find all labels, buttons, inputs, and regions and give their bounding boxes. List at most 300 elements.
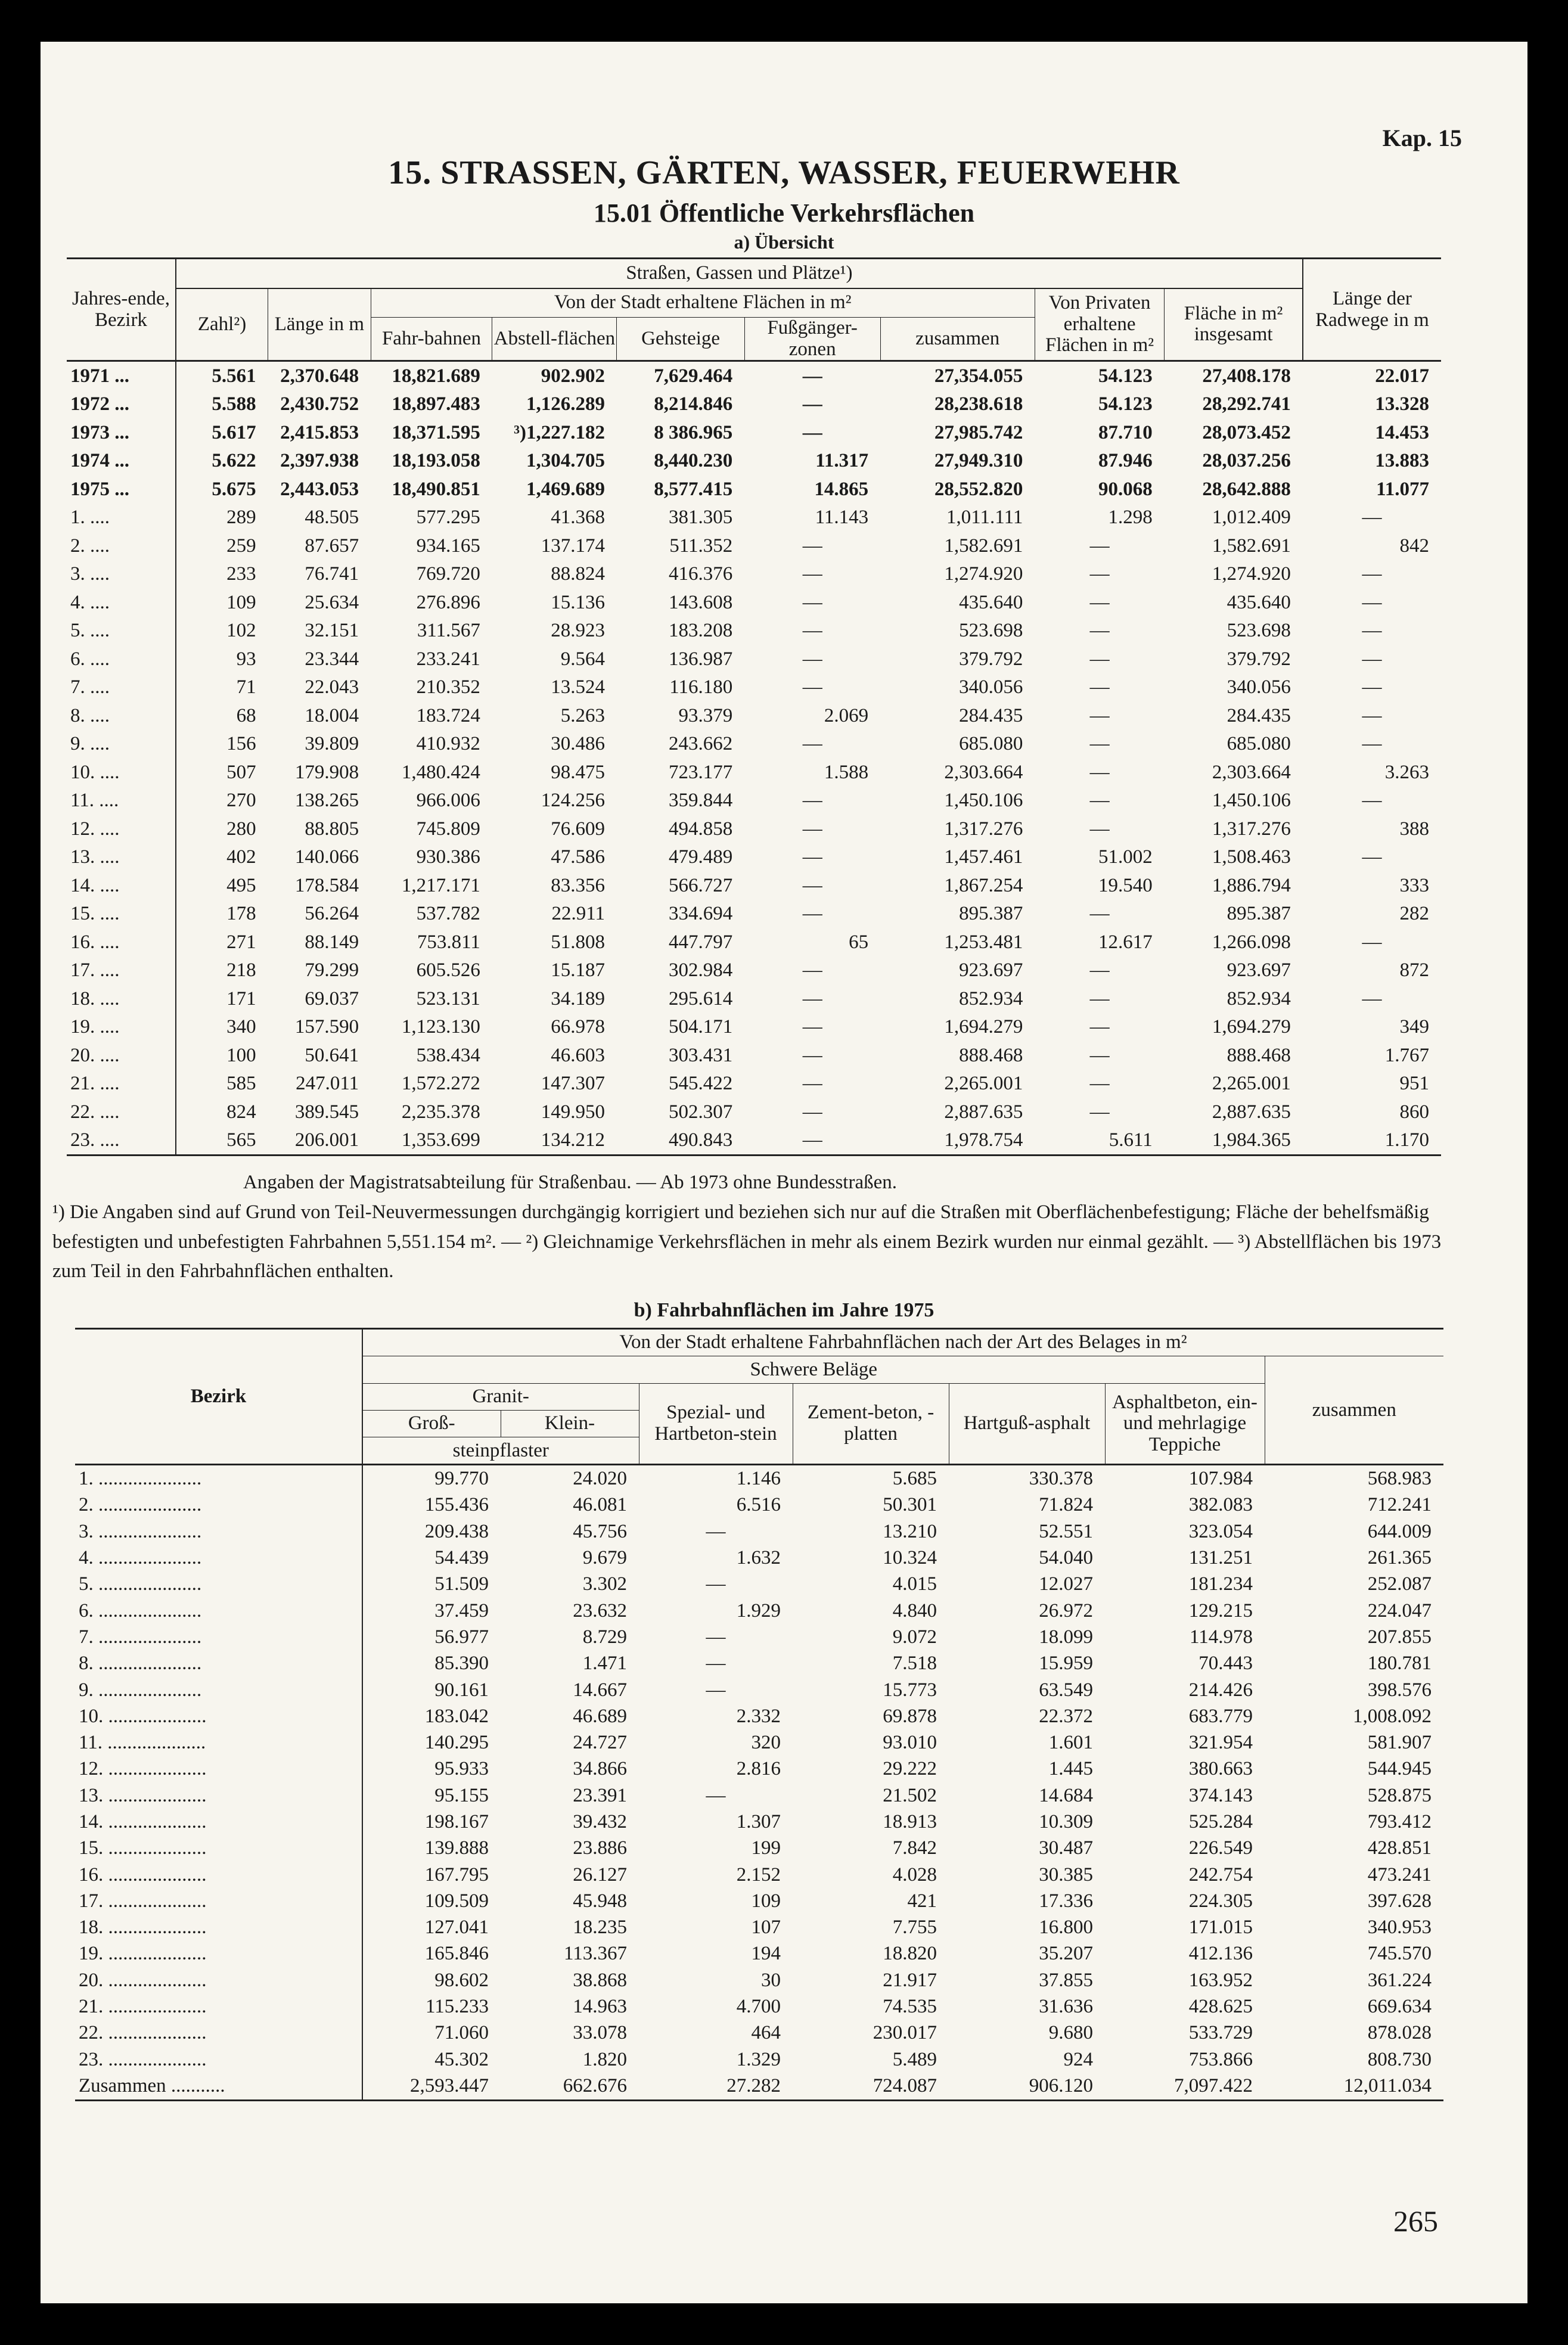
table-row: [67, 617, 1441, 645]
table-cell: 28,238.618: [934, 393, 1023, 415]
table-cell: 644.009: [1367, 1520, 1432, 1542]
table-cell: —: [802, 591, 822, 613]
header-cell: Klein-: [501, 1410, 639, 1437]
table-cell: 934.165: [416, 535, 480, 557]
table-cell: 37.855: [1039, 1969, 1093, 1991]
table-cell: 544.945: [1367, 1758, 1432, 1780]
header-cell: Abstell-flächen: [492, 318, 617, 361]
source-note: Angaben der Magistratsabteilung für Straßenbau. — Ab 1973 ohne Bundesstraßen.: [243, 1172, 898, 1193]
table-cell: —: [1089, 761, 1110, 783]
table-cell: 56.264: [305, 903, 359, 924]
table-cell: 138.265: [294, 790, 359, 811]
table-cell: 321.954: [1188, 1732, 1253, 1754]
table-cell: 428.851: [1367, 1837, 1432, 1859]
row-label: 1. ....: [67, 504, 176, 532]
table-cell: 5.617: [212, 421, 256, 443]
table-cell: 14.684: [1039, 1784, 1093, 1806]
table-cell: 22.043: [305, 676, 359, 698]
header-cell: Gehsteige: [617, 318, 744, 361]
table-row: [67, 1013, 1441, 1042]
table-cell: —: [1089, 1073, 1110, 1094]
table-cell: 2.152: [736, 1863, 781, 1886]
table-row: [75, 1465, 1443, 1492]
row-label: 5. ....: [67, 617, 176, 645]
row-label: Zusammen ...........: [75, 2073, 362, 2100]
table-cell: 402: [226, 846, 256, 868]
table-cell: 1,274.920: [944, 563, 1023, 585]
table-cell: 143.608: [669, 591, 733, 613]
table-cell: 1,582.691: [944, 535, 1023, 557]
table-cell: 218: [226, 959, 256, 981]
table-cell: 54.040: [1039, 1547, 1093, 1569]
table-cell: 45.302: [434, 2048, 489, 2070]
table-cell: 247.011: [296, 1073, 359, 1094]
table-cell: 330.378: [1029, 1468, 1093, 1490]
table-cell: 18.913: [883, 1810, 937, 1832]
table-cell: 18,371.595: [392, 421, 480, 443]
row-label: 12. ....: [67, 815, 176, 843]
row-label: 10. ....................: [75, 1703, 362, 1729]
table-cell: 7.755: [892, 1917, 937, 1939]
table-cell: 71.824: [1039, 1494, 1093, 1516]
table-cell: —: [1089, 704, 1110, 726]
table-cell: 7.842: [892, 1837, 937, 1859]
table-cell: 9.072: [892, 1626, 937, 1648]
header-cell: zusammen: [915, 327, 1000, 349]
table-cell: 1.146: [736, 1468, 781, 1490]
table-cell: 479.489: [669, 846, 733, 868]
table-cell: 1,450.106: [1212, 790, 1291, 811]
table-cell: 39.809: [305, 733, 359, 754]
table-cell: 872: [1399, 959, 1429, 981]
header-cell: Groß-: [362, 1410, 501, 1437]
table-cell: —: [706, 1653, 726, 1675]
table-cell: 421: [907, 1890, 937, 1912]
table-cell: 252.087: [1367, 1573, 1432, 1595]
table-cell: 10.324: [883, 1547, 937, 1569]
table-cell: 19.540: [1098, 874, 1153, 896]
table-cell: 149.950: [541, 1101, 605, 1123]
table-row: [67, 730, 1441, 759]
table-cell: 18.004: [305, 704, 359, 726]
table-cell: 46.689: [573, 1705, 627, 1727]
table-cell: 966.006: [416, 790, 480, 811]
table-cell: 8,440.230: [654, 450, 733, 471]
table-cell: 93.379: [678, 704, 733, 726]
table-cell: 270: [226, 790, 256, 811]
table-cell: 753.866: [1188, 2048, 1253, 2070]
table-cell: 1.307: [736, 1810, 781, 1832]
table-cell: 28,292.741: [1202, 393, 1291, 415]
table-cell: 74.535: [883, 1996, 937, 2018]
table-cell: —: [1089, 790, 1110, 811]
row-label: 11. ....: [67, 787, 176, 815]
table-row: [67, 447, 1441, 476]
table-cell: 54.123: [1098, 365, 1153, 387]
table-cell: 39.432: [573, 1810, 627, 1832]
table-cell: —: [706, 1573, 726, 1595]
table-cell: 528.875: [1367, 1784, 1432, 1806]
table-cell: 685.080: [1227, 733, 1291, 754]
table-row: [67, 560, 1441, 589]
table-cell: 333: [1399, 874, 1429, 896]
table-row: [67, 673, 1441, 702]
table-cell: 18,193.058: [392, 450, 480, 471]
chapter-label: Kap. 15: [1382, 125, 1462, 151]
table-cell: —: [1362, 507, 1382, 528]
table-cell: —: [1089, 591, 1110, 613]
table-cell: 340.953: [1367, 1917, 1432, 1939]
table-body: [75, 1465, 1443, 2100]
table-cell: 388: [1399, 818, 1429, 840]
table-row: [67, 928, 1441, 956]
row-label: 18. ....................: [75, 1915, 362, 1941]
table-cell: 93: [236, 648, 256, 670]
table-cell: 566.727: [669, 874, 733, 896]
table-cell: 12.027: [1039, 1573, 1093, 1595]
table-cell: 140.295: [424, 1732, 489, 1754]
row-label: 6. ....: [67, 645, 176, 673]
table-cell: 9.680: [1048, 2022, 1093, 2044]
section-title: 15.01 Öffentliche Verkehrsflächen: [593, 198, 975, 228]
table-cell: 29.222: [883, 1758, 937, 1780]
table-row: [75, 1993, 1443, 2020]
subsection-b-title: b) Fahrbahnflächen im Jahre 1975: [634, 1299, 934, 1321]
table-cell: 1,984.365: [1212, 1129, 1291, 1151]
table-cell: 745.809: [416, 818, 480, 840]
table-cell: 224.305: [1188, 1890, 1253, 1912]
table-row: [67, 475, 1441, 504]
table-cell: 88.824: [551, 563, 605, 585]
table-cell: 16.800: [1039, 1917, 1093, 1939]
table-cell: 2.069: [824, 704, 869, 726]
table-cell: —: [1362, 676, 1382, 698]
table-row: [75, 1677, 1443, 1703]
table-cell: 155.436: [424, 1494, 489, 1516]
table-cell: 9.679: [582, 1547, 627, 1569]
table-cell: 107: [751, 1917, 781, 1939]
table-cell: 88.805: [305, 818, 359, 840]
table-cell: 585: [226, 1073, 256, 1094]
table-row: [67, 1041, 1441, 1070]
table-cell: 63.549: [1039, 1679, 1093, 1701]
table-cell: —: [1362, 987, 1382, 1010]
table-cell: 380.663: [1188, 1758, 1253, 1780]
table-cell: 5.588: [212, 393, 256, 415]
table-cell: 2,303.664: [1212, 761, 1291, 783]
row-label: 18. ....: [67, 984, 176, 1013]
table-cell: 38.868: [573, 1969, 627, 1991]
table-cell: 23.344: [305, 648, 359, 670]
table-cell: 724.087: [873, 2074, 937, 2096]
table-cell: 34.189: [551, 987, 605, 1010]
table-cell: 54.439: [434, 1547, 489, 1569]
row-label: 3. .....................: [75, 1518, 362, 1545]
table-cell: 712.241: [1367, 1494, 1432, 1516]
table-cell: 171.015: [1188, 1917, 1253, 1939]
table-cell: 129.215: [1188, 1599, 1253, 1622]
table-cell: 1.445: [1048, 1758, 1093, 1780]
row-label: 23. ....................: [75, 2046, 362, 2073]
row-label: 14. ....................: [75, 1809, 362, 1835]
table-cell: 1,126.289: [526, 393, 605, 415]
header-cell: Zahl²): [176, 288, 268, 361]
table-cell: —: [802, 1101, 822, 1123]
table-cell: —: [1362, 648, 1382, 670]
table-cell: 284.435: [959, 704, 1023, 726]
table-cell: 860: [1399, 1101, 1429, 1123]
table-cell: 1,469.689: [526, 478, 605, 500]
table-cell: 30.487: [1039, 1837, 1093, 1859]
table-cell: 340: [226, 1016, 256, 1038]
table-cell: 416.376: [669, 563, 733, 585]
table-cell: 447.797: [669, 931, 733, 953]
table-cell: 179.908: [294, 761, 359, 783]
table-cell: 923.697: [1227, 959, 1291, 981]
table-cell: 1.588: [824, 761, 869, 783]
row-label: 13. ....................: [75, 1782, 362, 1809]
header-cell: Fußgänger-zonen: [744, 318, 880, 361]
table-cell: 27,354.055: [934, 365, 1023, 387]
table-cell: 56.977: [434, 1626, 489, 1648]
table-cell: 28,073.452: [1202, 421, 1291, 443]
table-cell: 23.391: [573, 1784, 627, 1806]
table-cell: 1,694.279: [944, 1016, 1023, 1038]
row-label: 20. ....: [67, 1041, 176, 1070]
table-cell: 54.123: [1098, 393, 1153, 415]
table-cell: 209.438: [424, 1520, 489, 1542]
table-cell: 206.001: [294, 1129, 359, 1151]
table-cell: 3.263: [1384, 761, 1429, 783]
table-cell: —: [802, 959, 822, 981]
table-cell: 504.171: [669, 1016, 733, 1038]
table-cell: 271: [226, 931, 256, 953]
table-cell: 4.015: [892, 1573, 937, 1595]
table-cell: 50.641: [305, 1044, 359, 1066]
table-row: [67, 418, 1441, 447]
table-cell: 282: [1399, 903, 1429, 924]
table-cell: 382.083: [1188, 1494, 1253, 1516]
table-cell: 87.946: [1098, 450, 1153, 471]
row-label: 4. ....: [67, 588, 176, 617]
table-row: [67, 532, 1441, 560]
table-cell: 109: [751, 1890, 781, 1912]
table-cell: 4.700: [736, 1996, 781, 2018]
table-cell: 2.816: [736, 1758, 781, 1780]
table-cell: 114.978: [1189, 1626, 1253, 1648]
table-cell: ³)1,227.182: [514, 421, 605, 443]
table-cell: 2,370.648: [280, 365, 359, 387]
table-cell: —: [1362, 846, 1382, 868]
table-cell: —: [802, 535, 822, 557]
table-cell: 28,642.888: [1202, 478, 1291, 500]
table-cell: 83.356: [551, 874, 605, 896]
table-cell: 18,490.851: [392, 478, 480, 500]
table-cell: 1,572.272: [401, 1073, 480, 1094]
table-cell: 2.332: [736, 1705, 781, 1727]
table-cell: —: [706, 1784, 726, 1806]
table-cell: 435.640: [959, 591, 1023, 613]
table-cell: 207.855: [1367, 1626, 1432, 1648]
table-cell: —: [1089, 676, 1110, 698]
table-row: [67, 900, 1441, 928]
table-cell: 379.792: [1227, 648, 1291, 670]
table-row: [75, 1651, 1443, 1677]
table-row: [67, 701, 1441, 730]
table-cell: —: [802, 648, 822, 670]
table-cell: 8 386.965: [654, 421, 733, 443]
table-cell: 68: [236, 704, 256, 726]
table-cell: 435.640: [1227, 591, 1291, 613]
table-cell: 28,552.820: [934, 478, 1023, 500]
table-header: [75, 1329, 1443, 1465]
table-cell: 7,629.464: [654, 365, 733, 387]
table-cell: 930.386: [416, 846, 480, 868]
table-cell: 183.042: [424, 1705, 489, 1727]
table-row: [67, 504, 1441, 532]
table-cell: 334.694: [669, 903, 733, 924]
table-cell: 852.934: [959, 987, 1023, 1010]
table-cell: 34.866: [573, 1758, 627, 1780]
row-label: 19. ....................: [75, 1941, 362, 1967]
table-cell: 1,886.794: [1212, 874, 1291, 896]
table-cell: 79.299: [305, 959, 359, 981]
table-row: [75, 1941, 1443, 1967]
row-label: 1. .....................: [75, 1465, 362, 1492]
table-cell: —: [802, 790, 822, 811]
table-cell: —: [802, 1073, 822, 1094]
table-row: [67, 588, 1441, 617]
table-cell: 1,317.276: [944, 818, 1023, 840]
table-cell: 1,317.276: [1212, 818, 1291, 840]
table-cell: 18,897.483: [392, 393, 480, 415]
table-cell: 171: [226, 987, 256, 1010]
table-cell: 5.685: [892, 1468, 937, 1490]
table-cell: 842: [1399, 535, 1429, 557]
table-cell: 464: [751, 2022, 781, 2044]
table-cell: 139.888: [424, 1837, 489, 1859]
header-cell: Hartguß-asphalt: [949, 1383, 1105, 1465]
table-cell: 25.634: [305, 591, 359, 613]
table-cell: 28,037.256: [1202, 450, 1291, 471]
table-cell: 349: [1399, 1016, 1429, 1038]
table-cell: 1.767: [1384, 1044, 1429, 1066]
table-cell: 1,978.754: [944, 1129, 1023, 1151]
table-cell: 70.443: [1198, 1653, 1253, 1675]
row-label: 15. ....................: [75, 1835, 362, 1862]
table-cell: 895.387: [959, 903, 1023, 924]
row-label: 21. ....: [67, 1070, 176, 1098]
table-row: [67, 1098, 1441, 1126]
table-cell: 27.282: [726, 2074, 781, 2096]
table-row: [75, 1915, 1443, 1941]
table-cell: 412.136: [1188, 1943, 1253, 1965]
table-header: [67, 259, 1441, 361]
table-cell: 302.984: [669, 959, 733, 981]
table-cell: 233: [226, 563, 256, 585]
table-cell: 11.317: [815, 450, 869, 471]
table-cell: —: [802, 1044, 822, 1066]
table-cell: 669.634: [1367, 1996, 1432, 2018]
table-cell: 2,887.635: [944, 1101, 1023, 1123]
table-cell: 1,274.920: [1212, 563, 1291, 585]
table-cell: —: [1362, 563, 1382, 585]
table-cell: 124.256: [541, 790, 605, 811]
row-label: 20. ....................: [75, 1967, 362, 1993]
table-cell: 24.020: [573, 1468, 627, 1490]
header-cell: Von der Stadt erhaltene Flächen in m²: [371, 288, 1035, 318]
table-cell: 2,887.635: [1212, 1101, 1291, 1123]
table-cell: 1,694.279: [1212, 1016, 1291, 1038]
table-cell: 495: [226, 874, 256, 896]
table-cell: 8,214.846: [654, 393, 733, 415]
table-cell: 1,304.705: [526, 450, 605, 471]
table-cell: 28.923: [551, 620, 605, 641]
table-cell: 71: [236, 676, 256, 698]
header-cell: Jahres-ende, Bezirk: [67, 259, 176, 361]
table-cell: 27,985.742: [934, 421, 1023, 443]
table-row: [75, 1518, 1443, 1545]
table-cell: 906.120: [1029, 2074, 1093, 2096]
table-cell: 230.017: [873, 2022, 937, 2044]
table-cell: 1,457.461: [944, 846, 1023, 868]
table-cell: 276.896: [416, 591, 480, 613]
table-cell: 1.632: [736, 1547, 781, 1569]
table-cell: 5.561: [212, 365, 256, 387]
row-label: 3. ....: [67, 560, 176, 589]
table-cell: 109.509: [424, 1890, 489, 1912]
table-cell: 323.054: [1188, 1520, 1253, 1542]
table-cell: 23.632: [573, 1599, 627, 1622]
table-cell: 793.412: [1367, 1810, 1432, 1832]
table-cell: 242.754: [1188, 1863, 1253, 1886]
table-cell: 289: [226, 507, 256, 528]
table-cell: 13.883: [1375, 450, 1429, 471]
table-cell: 320: [751, 1732, 781, 1754]
table-cell: 902.902: [541, 365, 605, 387]
table-cell: 303.431: [669, 1044, 733, 1066]
table-cell: 379.792: [959, 648, 1023, 670]
table-cell: —: [1362, 704, 1382, 726]
table-cell: 1,011.111: [946, 507, 1023, 528]
table-cell: 107.984: [1188, 1468, 1253, 1490]
table-row: [75, 2046, 1443, 2073]
table-cell: 259: [226, 535, 256, 557]
table-cell: 116.180: [669, 676, 733, 698]
row-label: 7. ....: [67, 673, 176, 702]
table-row: [75, 1756, 1443, 1782]
table-cell: —: [802, 846, 822, 868]
table-overview: [67, 257, 1441, 1156]
row-label: 16. ....: [67, 928, 176, 956]
row-label: 17. ....................: [75, 1888, 362, 1914]
row-label: 10. ....: [67, 758, 176, 787]
header-cell: Granit-: [362, 1383, 639, 1410]
table-cell: —: [1089, 563, 1110, 585]
table-cell: 95.933: [434, 1758, 489, 1780]
table-cell: 581.907: [1367, 1732, 1432, 1754]
table-cell: 878.028: [1367, 2022, 1432, 2044]
table-cell: 1,123.130: [401, 1016, 480, 1038]
table-cell: 6.516: [736, 1494, 781, 1516]
table-cell: 924: [1063, 2048, 1093, 2070]
table-row: [75, 1545, 1443, 1571]
table-cell: 5.263: [560, 704, 605, 726]
row-label: 5. .....................: [75, 1571, 362, 1598]
table-cell: 1,450.106: [944, 790, 1023, 811]
table-cell: 18,821.689: [392, 365, 480, 387]
table-cell: 1,217.171: [401, 874, 480, 896]
